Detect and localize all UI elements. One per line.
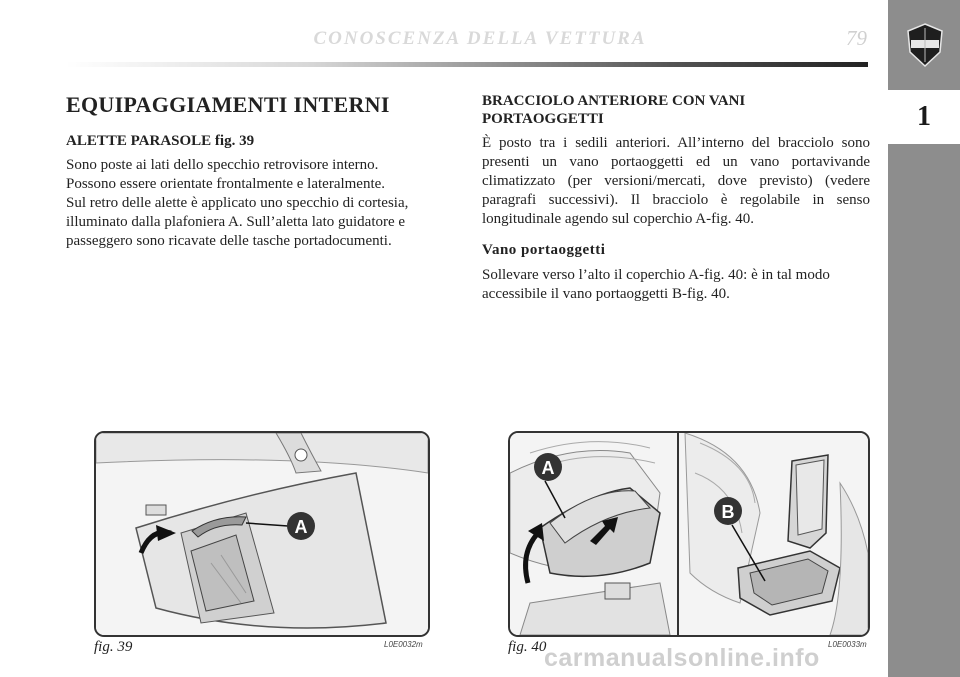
right-column bbox=[482, 92, 870, 310]
storage-subheading: Vano portaoggetti bbox=[482, 242, 606, 258]
watermark: carmanualsonline.info bbox=[544, 644, 820, 672]
left-column bbox=[66, 92, 450, 257]
chapter-tab[interactable]: 1 bbox=[888, 90, 960, 144]
lancia-logo-icon bbox=[904, 22, 946, 68]
paragraph: Sollevare verso l’alto il coperchio A-fig. 40: è in tal modo accessibile il vano portaoggetti B-fig. 40. bbox=[482, 267, 830, 302]
label-b: B bbox=[721, 502, 735, 522]
armrest-illustration bbox=[510, 433, 868, 635]
sun-visors-heading: ALETTE PARASOLE fig. 39 bbox=[66, 133, 255, 149]
label-a: A bbox=[294, 517, 308, 537]
label-a: A bbox=[541, 458, 555, 478]
paragraph: È posto tra i sedili anteriori. All’interno del bracciolo sono presenti un vano portaoggetti ed un vano portavivande climatizzato (per versioni/mercati, dove previsto) (vedere paragrafi successivi). Il bracciolo è regolabile in senso longitudinale agendo sul coperchio A-fig. 40. bbox=[482, 135, 870, 227]
page-number: 79 bbox=[846, 26, 867, 50]
main-heading: EQUIPAGGIAMENTI INTERNI bbox=[66, 92, 390, 117]
paragraph: Possono essere orientate frontalmente e lateralmente. bbox=[66, 176, 386, 192]
figure-40-code: L0E0033m bbox=[828, 640, 867, 649]
sun-visor-illustration bbox=[96, 433, 428, 635]
header-rule bbox=[66, 62, 868, 67]
paragraph: Sul retro delle alette è applicato uno specchio di cortesia, illuminato dalla plafoniera A. Sull’aletta lato guidatore e passeggero sono ricavate delle tasche portadocumenti. bbox=[66, 195, 409, 249]
running-header-title: CONOSCENZA DELLA VETTURA bbox=[313, 28, 647, 49]
figure-40-caption: fig. 40 bbox=[508, 639, 547, 655]
figure-40-armrest bbox=[508, 431, 870, 637]
figure-39-caption: fig. 39 bbox=[94, 639, 133, 655]
figure-39-sun-visor bbox=[94, 431, 430, 637]
paragraph: Sono poste ai lati dello specchio retrovisore interno. bbox=[66, 157, 379, 173]
figure-39-code: L0E0032m bbox=[384, 640, 423, 649]
armrest-heading: BRACCIOLO ANTERIORE CON VANI PORTAOGGETTI bbox=[482, 93, 746, 127]
